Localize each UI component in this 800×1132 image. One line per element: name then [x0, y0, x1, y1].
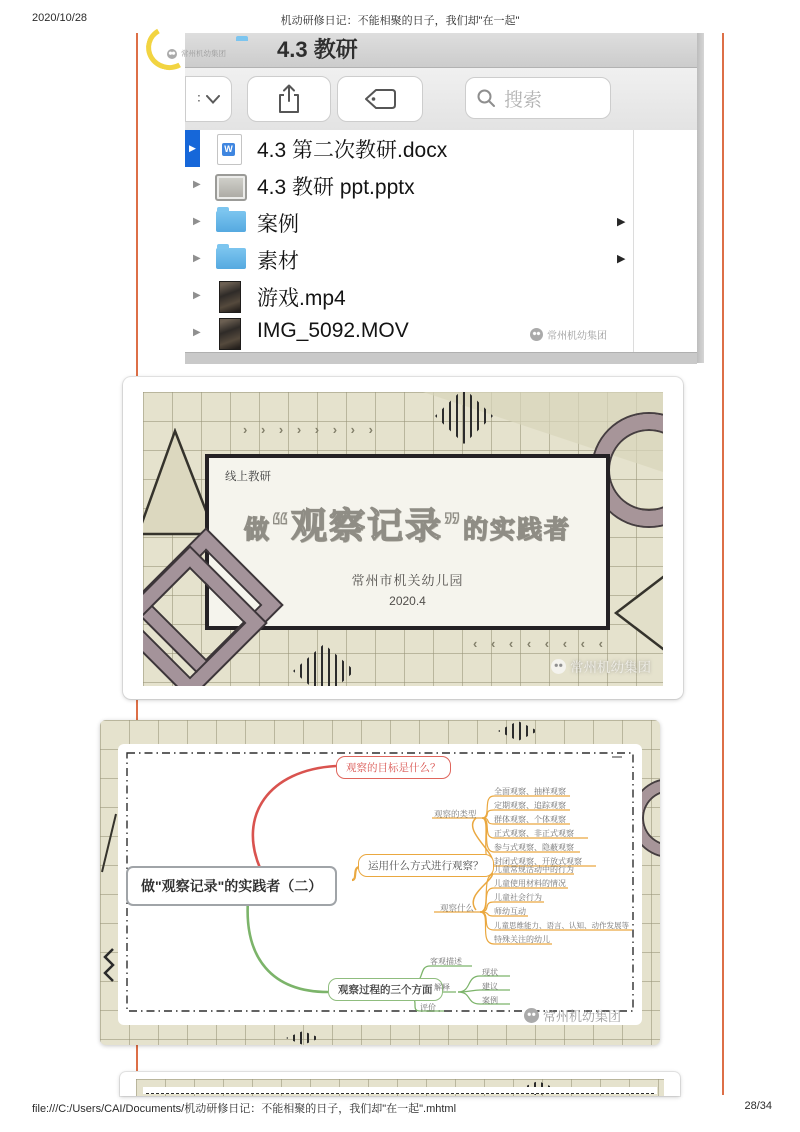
chevrons-right-decoration: › › › › › › › ›	[243, 422, 378, 437]
column-arrow-icon: ▶	[617, 253, 626, 265]
file-name: 案例	[257, 213, 299, 236]
tag-button[interactable]	[337, 76, 423, 122]
slide-title-prefix: 做	[243, 516, 271, 544]
finder-window-title: 4.3 教研	[277, 37, 358, 62]
share-icon	[277, 84, 301, 114]
ppt-file-icon	[215, 174, 247, 201]
double-diamond-decoration	[143, 550, 263, 680]
slide-canvas	[143, 392, 663, 686]
file-row[interactable]	[185, 204, 697, 241]
mindmap-leaf: 案例	[482, 996, 498, 1005]
file-name: 4.3 教研 ppt.pptx	[257, 176, 415, 199]
mindmap-leaf: 参与式观察、隐蔽观察	[494, 843, 574, 852]
striped-diamond-decoration	[286, 1031, 320, 1045]
file-row[interactable]	[185, 130, 697, 167]
watermark-logo-icon	[551, 659, 566, 674]
mindmap-leaf-evaluate: 评价	[420, 1003, 436, 1012]
disclosure-icon[interactable]: ▶	[193, 216, 201, 227]
finder-bottom-bar	[185, 352, 697, 364]
watermark-logo-icon	[524, 1008, 539, 1023]
watermark-logo-icon	[530, 328, 543, 341]
mindmap-leaf: 儿童社会行为	[494, 893, 542, 902]
watermark-text: 常州机幼集团	[543, 1009, 622, 1024]
right-border-rule	[722, 33, 724, 1095]
mindmap-label-what: 观察什么	[440, 903, 475, 913]
column-separator	[633, 130, 634, 352]
mindmap-node-goal: 观察的目标是什么？	[336, 756, 451, 779]
mindmap-label-types: 观察的类型	[434, 809, 477, 819]
watermark-text: 常州机幼集团	[547, 331, 607, 342]
triangle-right-decoration	[613, 568, 663, 658]
watermark-finder-bottom	[530, 327, 607, 342]
slide-organization: 常州市机关幼儿园	[351, 573, 464, 588]
finder-file-list	[185, 130, 697, 352]
slide-kicker: 线上教研	[225, 471, 271, 483]
striped-diamond-decoration	[498, 721, 538, 741]
finder-window	[185, 33, 697, 363]
file-row[interactable]	[185, 315, 697, 352]
file-name: 游戏.mp4	[257, 287, 346, 310]
column-arrow-icon: ▶	[617, 216, 626, 228]
file-row[interactable]	[185, 278, 697, 315]
chevron-down-icon	[206, 95, 220, 104]
disclosure-icon[interactable]: ▶	[193, 253, 201, 264]
mindmap-leaf: 全面观察、抽样观察	[494, 787, 566, 796]
striped-diamond-decoration	[293, 644, 355, 686]
header-title: 机动研修日记：不能相聚的日子，我们却"在一起"	[280, 15, 520, 27]
search-input[interactable]	[465, 77, 611, 119]
slide-title-suffix: 的实践者	[463, 516, 572, 544]
mindmap-leaf: 师幼互动	[494, 907, 526, 916]
header-date: 2020/10/28	[32, 12, 88, 24]
folder-icon	[216, 211, 246, 232]
mindmap-image	[100, 720, 660, 1045]
next-image-partial	[120, 1072, 680, 1096]
slide-image	[123, 377, 683, 699]
mindmap-leaf: 正式观察、非正式观察	[494, 829, 574, 838]
selected-disclosure-icon[interactable]: ▶	[185, 130, 200, 167]
chevrons-left-decoration: ‹ ‹ ‹ ‹ ‹ ‹ ‹ ‹	[473, 636, 608, 651]
video-thumbnail-icon	[219, 318, 241, 350]
disclosure-icon[interactable]: ▶	[193, 290, 201, 301]
mindmap-leaf: 群体观察、个体观察	[494, 815, 566, 824]
mindmap-node-process: 观察过程的三个方面	[328, 978, 443, 1001]
file-row[interactable]	[185, 241, 697, 278]
finder-titlebar	[185, 33, 697, 68]
collapse-mark	[612, 756, 622, 764]
partial-dash-border	[146, 1093, 654, 1094]
action-dots-icon: ∶	[197, 91, 201, 106]
mindmap-leaf: 封闭式观察、开放式观察	[494, 857, 582, 866]
watermark-slide	[551, 656, 651, 676]
search-placeholder: 搜索	[504, 89, 543, 111]
mindmap-leaf: 儿童常规活动中的行为	[494, 865, 574, 874]
mindmap-leaf: 现状	[482, 968, 498, 977]
word-doc-icon: W	[217, 134, 242, 165]
watermark-finder-top	[167, 48, 226, 59]
mindmap-leaf: 定期观察、追踪观察	[494, 801, 566, 810]
slide-title-quoted: “观察记录”	[270, 505, 463, 546]
triangle-edge-decoration	[100, 812, 118, 874]
watermark-text: 常州机幼集团	[181, 49, 226, 58]
action-menu-button[interactable]	[185, 76, 232, 122]
mindmap-leaf: 儿童思维能力、语言、认知、动作发展等	[494, 921, 629, 930]
mindmap-leaf: 建议	[482, 982, 498, 991]
footer-file-path: file:///C:/Users/CAI/Documents/机动研修日记：不能相聚的日子，我们却"在一起".mhtml	[32, 1103, 457, 1115]
mindmap-leaf: 特殊关注的幼儿	[494, 935, 550, 944]
mindmap-node-method: 运用什么方式进行观察？	[358, 854, 494, 877]
finder-toolbar	[185, 68, 697, 131]
file-row[interactable]	[185, 167, 697, 204]
share-button[interactable]	[247, 76, 331, 122]
disclosure-icon[interactable]: ▶	[193, 327, 201, 338]
finder-scrollbar-strip[interactable]	[697, 33, 704, 363]
file-name: IMG_5092.MOV	[257, 319, 409, 342]
watermark-logo-icon	[167, 49, 177, 59]
footer-page-number: 28/34	[744, 1100, 772, 1112]
mindmap-center-node: 做"观察记录"的实践者（二）	[126, 866, 337, 906]
zigzag-decoration	[102, 948, 116, 984]
file-name: 4.3 第二次教研.docx	[257, 139, 448, 162]
video-thumbnail-icon	[219, 281, 241, 313]
slide-title	[209, 498, 606, 549]
tag-icon	[363, 88, 397, 110]
slide-date: 2020.4	[389, 594, 426, 608]
watermark-text: 常州机幼集团	[570, 660, 651, 675]
mindmap-leaf-describe: 客观描述	[430, 957, 462, 966]
disclosure-icon[interactable]: ▶	[193, 179, 201, 190]
mindmap-leaf-explain: 解释	[434, 983, 450, 992]
watermark-mindmap	[524, 1006, 621, 1025]
search-icon	[476, 88, 496, 108]
file-name: 素材	[257, 250, 299, 273]
mindmap-leaf: 儿童使用材料的情况	[494, 879, 566, 888]
partial-grid-border	[136, 1079, 664, 1096]
folder-icon	[216, 248, 246, 269]
